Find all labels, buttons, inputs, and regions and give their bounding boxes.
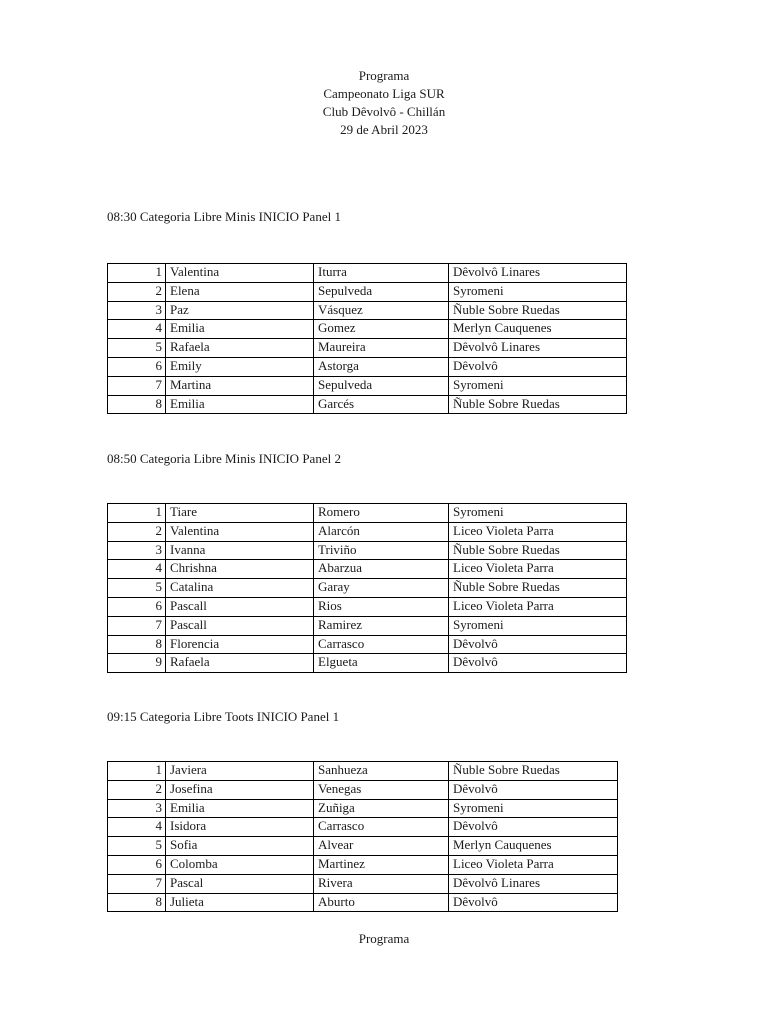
first-name-cell: Catalina xyxy=(166,579,314,598)
last-name-cell: Aburto xyxy=(314,893,449,912)
row-number: 6 xyxy=(108,855,166,874)
club-cell: Dêvolvô Linares xyxy=(449,264,627,283)
row-number: 5 xyxy=(108,339,166,358)
first-name-cell: Emilia xyxy=(166,799,314,818)
row-number: 7 xyxy=(108,874,166,893)
first-name-cell: Pascal xyxy=(166,874,314,893)
row-number: 3 xyxy=(108,541,166,560)
row-number: 4 xyxy=(108,818,166,837)
last-name-cell: Sepulveda xyxy=(314,376,449,395)
club-cell: Ñuble Sobre Ruedas xyxy=(449,579,627,598)
table-row xyxy=(108,522,627,541)
row-number: 8 xyxy=(108,893,166,912)
table-row xyxy=(108,560,627,579)
last-name-cell: Elgueta xyxy=(314,654,449,673)
table-row xyxy=(108,874,618,893)
document-header xyxy=(0,67,768,139)
last-name-cell: Venegas xyxy=(314,780,449,799)
last-name-cell: Carrasco xyxy=(314,635,449,654)
row-number: 9 xyxy=(108,654,166,673)
club-cell: Dêvolvô Linares xyxy=(449,874,618,893)
last-name-cell: Gomez xyxy=(314,320,449,339)
row-number: 8 xyxy=(108,635,166,654)
roster-table xyxy=(107,263,627,414)
first-name-cell: Pascall xyxy=(166,597,314,616)
table-row xyxy=(108,357,627,376)
first-name-cell: Emilia xyxy=(166,395,314,414)
club-cell: Syromeni xyxy=(449,616,627,635)
row-number: 7 xyxy=(108,616,166,635)
first-name-cell: Valentina xyxy=(166,522,314,541)
club-cell: Dêvolvô xyxy=(449,357,627,376)
last-name-cell: Martinez xyxy=(314,855,449,874)
header-club: Club Dêvolvô - Chillán xyxy=(322,104,446,119)
last-name-cell: Garay xyxy=(314,579,449,598)
first-name-cell: Valentina xyxy=(166,264,314,283)
table-row xyxy=(108,376,627,395)
table-row xyxy=(108,837,618,856)
table-row xyxy=(108,597,627,616)
row-number: 1 xyxy=(108,504,166,523)
table-row xyxy=(108,799,618,818)
header-date: 29 de Abril 2023 xyxy=(340,122,428,137)
last-name-cell: Astorga xyxy=(314,357,449,376)
last-name-cell: Abarzua xyxy=(314,560,449,579)
club-cell: Liceo Violeta Parra xyxy=(449,597,627,616)
table-row xyxy=(108,893,618,912)
row-number: 6 xyxy=(108,597,166,616)
table-row xyxy=(108,616,627,635)
last-name-cell: Ramirez xyxy=(314,616,449,635)
first-name-cell: Emily xyxy=(166,357,314,376)
club-cell: Ñuble Sobre Ruedas xyxy=(449,541,627,560)
last-name-cell: Rios xyxy=(314,597,449,616)
first-name-cell: Chrishna xyxy=(166,560,314,579)
club-cell: Ñuble Sobre Ruedas xyxy=(449,301,627,320)
table-row xyxy=(108,395,627,414)
last-name-cell: Alarcón xyxy=(314,522,449,541)
last-name-cell: Maureira xyxy=(314,339,449,358)
table-row xyxy=(108,541,627,560)
last-name-cell: Sepulveda xyxy=(314,282,449,301)
first-name-cell: Julieta xyxy=(166,893,314,912)
roster-table xyxy=(107,761,618,912)
club-cell: Dêvolvô xyxy=(449,818,618,837)
row-number: 7 xyxy=(108,376,166,395)
table-row xyxy=(108,818,618,837)
row-number: 2 xyxy=(108,522,166,541)
table-row xyxy=(108,762,618,781)
first-name-cell: Josefina xyxy=(166,780,314,799)
roster-table xyxy=(107,503,627,673)
club-cell: Syromeni xyxy=(449,376,627,395)
row-number: 2 xyxy=(108,282,166,301)
row-number: 5 xyxy=(108,837,166,856)
first-name-cell: Paz xyxy=(166,301,314,320)
first-name-cell: Florencia xyxy=(166,635,314,654)
club-cell: Syromeni xyxy=(449,504,627,523)
club-cell: Merlyn Cauquenes xyxy=(449,320,627,339)
section-title: 09:15 Categoria Libre Toots INICIO Panel 1 xyxy=(107,709,340,724)
first-name-cell: Colomba xyxy=(166,855,314,874)
row-number: 3 xyxy=(108,301,166,320)
section-title: 08:30 Categoria Libre Minis INICIO Panel 1 xyxy=(107,209,341,224)
club-cell: Ñuble Sobre Ruedas xyxy=(449,395,627,414)
table-row xyxy=(108,635,627,654)
club-cell: Dêvolvô xyxy=(449,635,627,654)
last-name-cell: Vásquez xyxy=(314,301,449,320)
first-name-cell: Pascall xyxy=(166,616,314,635)
last-name-cell: Zuñiga xyxy=(314,799,449,818)
club-cell: Syromeni xyxy=(449,282,627,301)
first-name-cell: Elena xyxy=(166,282,314,301)
first-name-cell: Javiera xyxy=(166,762,314,781)
club-cell: Liceo Violeta Parra xyxy=(449,522,627,541)
last-name-cell: Carrasco xyxy=(314,818,449,837)
table-row xyxy=(108,855,618,874)
first-name-cell: Rafaela xyxy=(166,339,314,358)
last-name-cell: Garcés xyxy=(314,395,449,414)
header-title: Programa xyxy=(358,68,410,83)
club-cell: Liceo Violeta Parra xyxy=(449,560,627,579)
row-number: 4 xyxy=(108,560,166,579)
footer-text: Programa xyxy=(358,931,410,946)
table-row xyxy=(108,654,627,673)
table-row xyxy=(108,264,627,283)
header-championship: Campeonato Liga SUR xyxy=(323,86,445,101)
club-cell: Dêvolvô xyxy=(449,780,618,799)
section-title: 08:50 Categoria Libre Minis INICIO Panel 2 xyxy=(107,451,341,466)
first-name-cell: Isidora xyxy=(166,818,314,837)
first-name-cell: Sofia xyxy=(166,837,314,856)
table-row xyxy=(108,339,627,358)
club-cell: Merlyn Cauquenes xyxy=(449,837,618,856)
table-row xyxy=(108,301,627,320)
last-name-cell: Alvear xyxy=(314,837,449,856)
table-row xyxy=(108,780,618,799)
table-row xyxy=(108,282,627,301)
club-cell: Syromeni xyxy=(449,799,618,818)
first-name-cell: Rafaela xyxy=(166,654,314,673)
first-name-cell: Ivanna xyxy=(166,541,314,560)
table-row xyxy=(108,504,627,523)
club-cell: Dêvolvô Linares xyxy=(449,339,627,358)
club-cell: Ñuble Sobre Ruedas xyxy=(449,762,618,781)
row-number: 8 xyxy=(108,395,166,414)
club-cell: Dêvolvô xyxy=(449,893,618,912)
last-name-cell: Romero xyxy=(314,504,449,523)
table-row xyxy=(108,579,627,598)
row-number: 4 xyxy=(108,320,166,339)
row-number: 5 xyxy=(108,579,166,598)
last-name-cell: Iturra xyxy=(314,264,449,283)
first-name-cell: Martina xyxy=(166,376,314,395)
row-number: 1 xyxy=(108,762,166,781)
club-cell: Liceo Violeta Parra xyxy=(449,855,618,874)
row-number: 3 xyxy=(108,799,166,818)
club-cell: Dêvolvô xyxy=(449,654,627,673)
row-number: 6 xyxy=(108,357,166,376)
table-row xyxy=(108,320,627,339)
first-name-cell: Tiare xyxy=(166,504,314,523)
last-name-cell: Rivera xyxy=(314,874,449,893)
last-name-cell: Sanhueza xyxy=(314,762,449,781)
row-number: 1 xyxy=(108,264,166,283)
row-number: 2 xyxy=(108,780,166,799)
last-name-cell: Triviño xyxy=(314,541,449,560)
first-name-cell: Emilia xyxy=(166,320,314,339)
